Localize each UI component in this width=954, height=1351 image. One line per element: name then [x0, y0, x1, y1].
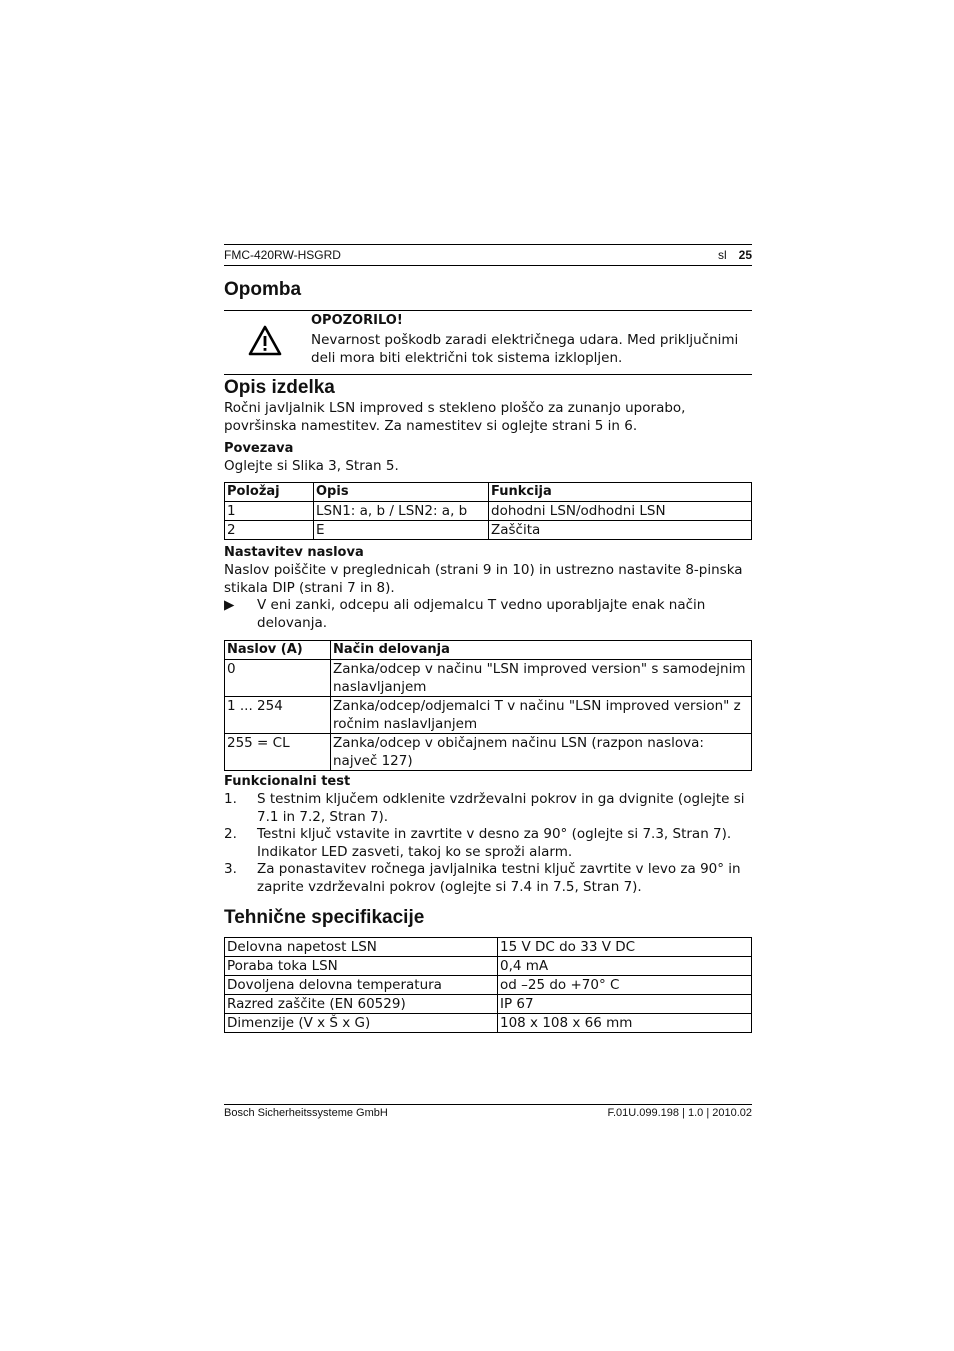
table-header-cell: Položaj [225, 483, 314, 502]
warning-box [224, 310, 752, 375]
footer-company: Bosch Sicherheitssysteme GmbH [224, 1107, 388, 1119]
bullet-item [224, 597, 752, 633]
footer-docref: F.01U.099.198 | 1.0 | 2010.02 [607, 1107, 752, 1119]
table-header-cell: Naslov (A) [225, 641, 331, 660]
table-cell: Dimenzije (V x Š x G) [225, 1014, 498, 1033]
page-info [718, 248, 752, 262]
section-title-opis: Opis izdelka [224, 377, 335, 398]
table-header-row [225, 483, 752, 502]
section-title-opomba: Opomba [224, 279, 302, 300]
povezava-title: Povezava [224, 441, 294, 456]
povezava-table [224, 482, 752, 540]
language-code: sl [717, 248, 727, 262]
table-row [225, 521, 752, 540]
warning-text: Nevarnost poškodb zaradi električnega udara. Med priključnimi deli mora biti električni tok sistema izklopljen. [311, 332, 739, 366]
opis-text: Ročni javljalnik LSN improved s stekleno ploščo za zunanjo uporabo, površinska namestitev. Za namestitev si oglejte strani 5 in 6. [224, 400, 686, 434]
table-cell: 0,4 mA [498, 957, 752, 976]
specs-table [224, 937, 752, 1033]
step-text: S testnim ključem odklenite vzdrževalni pokrov in ga dvignite (oglejte si 7.1 in 7.2, Stran 7). [257, 791, 745, 825]
table-header-cell: Način delovanja [331, 641, 752, 660]
table-cell: 1 ... 254 [225, 697, 331, 734]
table-row [225, 995, 752, 1014]
step-number: 2. [224, 826, 237, 842]
table-row [225, 957, 752, 976]
nastavitev-title: Nastavitev naslova [224, 545, 364, 560]
table-cell: 1 [225, 502, 314, 521]
table-cell: 108 x 108 x 66 mm [498, 1014, 752, 1033]
warning-label: OPOZORILO! [311, 313, 403, 328]
table-cell: Delovna napetost LSN [225, 938, 498, 957]
step-text: Za ponastavitev ročnega javljalnika testni ključ zavrtite v levo za 90° in zaprite vzdrževalni pokrov (oglejte si 7.4 in 7.5, Stran 7). [257, 861, 741, 895]
table-row [225, 734, 752, 771]
table-cell: od –25 do +70° C [498, 976, 752, 995]
page-header [224, 244, 752, 266]
table-cell: 2 [225, 521, 314, 540]
table-row [225, 660, 752, 697]
table-cell: Razred zaščite (EN 60529) [225, 995, 498, 1014]
table-cell: Zanka/odcep/odjemalci T v načinu "LSN improved version" z ročnim naslavljanjem [331, 697, 752, 734]
table-row [225, 938, 752, 957]
warning-icon [248, 325, 282, 361]
table-cell: E [314, 521, 489, 540]
table-cell: 0 [225, 660, 331, 697]
table-cell: LSN1: a, b / LSN2: a, b [314, 502, 489, 521]
table-row [225, 502, 752, 521]
page-footer [224, 1104, 752, 1119]
table-header-cell: Funkcija [489, 483, 752, 502]
bullet-text: V eni zanki, odcepu ali odjemalcu T vedno uporabljajte enak način delovanja. [257, 597, 706, 631]
table-header-cell: Opis [314, 483, 489, 502]
nastavitev-text: Naslov poiščite v preglednicah (strani 9 in 10) in ustrezno nastavite 8-pinska stikala DIP (strani 7 in 8). [224, 562, 743, 596]
bullet-arrow-icon: ▶ [224, 597, 235, 613]
funkcionalni-title: Funkcionalni test [224, 774, 351, 789]
table-cell: dohodni LSN/odhodni LSN [489, 502, 752, 521]
table-header-row [225, 641, 752, 660]
section-title-specs: Tehnične specifikacije [224, 907, 425, 928]
table-row [225, 1014, 752, 1033]
table-cell: IP 67 [498, 995, 752, 1014]
table-row [225, 976, 752, 995]
table-cell: 255 = CL [225, 734, 331, 771]
table-cell: Poraba toka LSN [225, 957, 498, 976]
table-cell: Zaščita [489, 521, 752, 540]
page-number: 25 [738, 248, 752, 262]
table-cell: 15 V DC do 33 V DC [498, 938, 752, 957]
povezava-text: Oglejte si Slika 3, Stran 5. [224, 458, 399, 474]
step-number: 1. [224, 791, 237, 807]
doc-title: FMC-420RW-HSGRD [224, 248, 341, 262]
step-text: Testni ključ vstavite in zavrtite v desno za 90° (oglejte si 7.3, Stran 7). Indikator LED zasveti, takoj ko se sproži alarm. [257, 826, 732, 860]
address-table [224, 640, 752, 771]
step-number: 3. [224, 861, 237, 877]
table-cell: Zanka/odcep v načinu "LSN improved version" s samodejnim naslavljanjem [331, 660, 752, 697]
table-cell: Zanka/odcep v običajnem načinu LSN (razpon naslova: največ 127) [331, 734, 752, 771]
table-cell: Dovoljena delovna temperatura [225, 976, 498, 995]
table-row [225, 697, 752, 734]
